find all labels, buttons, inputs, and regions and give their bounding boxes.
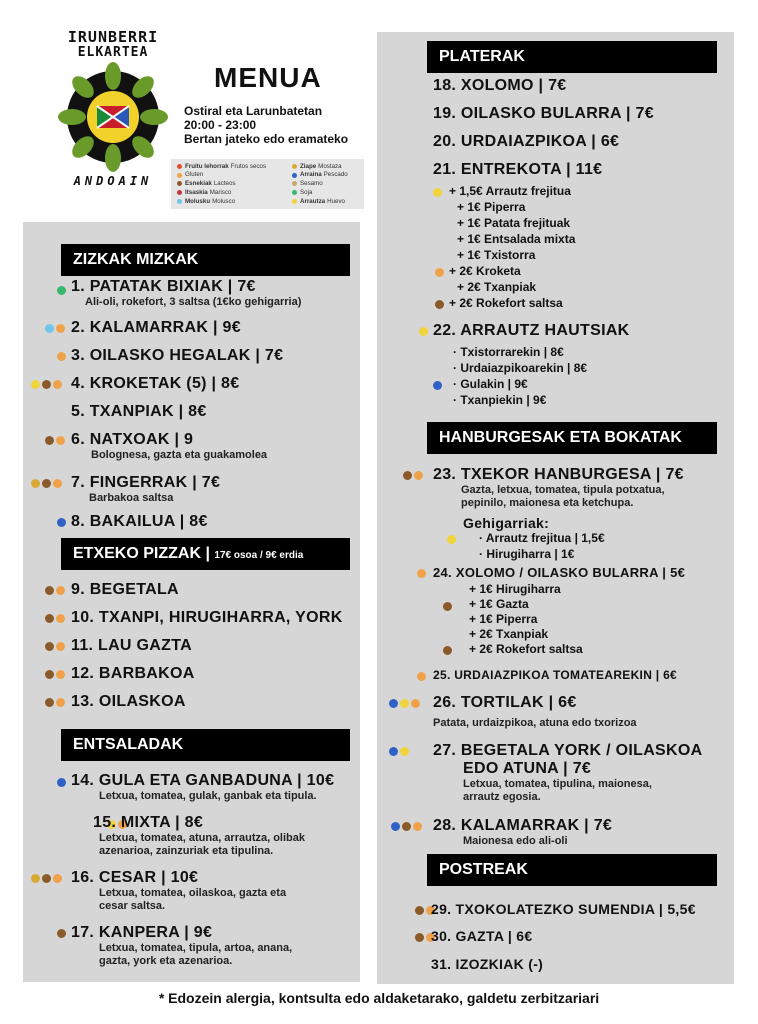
allergen-icons xyxy=(447,535,456,544)
menu-item: 16. CESAR | 10€ Letxua, tomatea, oilaskoa, gazta eta cesar saltsa. xyxy=(71,869,287,912)
allergen-icons xyxy=(435,268,444,277)
section-header-platerak: PLATERAK xyxy=(427,41,717,73)
extra-item: + 2€ Txanpiak xyxy=(457,280,537,294)
egg-icon xyxy=(31,380,40,389)
extra-item: + 1€ Entsalada mixta xyxy=(457,232,576,246)
fish-icon xyxy=(57,778,66,787)
menu-item: 14. GULA ETA GANBADUNA | 10€ Letxua, tomatea, gulak, ganbak eta tipula. xyxy=(71,772,335,802)
mollusc-icon xyxy=(45,324,54,333)
right-menu-panel xyxy=(377,32,734,984)
mustard-icon xyxy=(31,479,40,488)
extra-item: + 1€ Piperra xyxy=(469,612,538,626)
mollusc-icon xyxy=(177,199,182,204)
allergen-icons xyxy=(443,602,452,611)
allergen-icons xyxy=(419,327,428,336)
left-menu-panel xyxy=(23,222,360,982)
section-header-postreak: POSTREAK xyxy=(427,854,717,886)
extras-label: Gehigarriak: xyxy=(463,515,550,531)
allergen-icons xyxy=(389,747,409,756)
allergen-icons xyxy=(57,352,66,361)
menu-item: 3. OILASKO HEGALAK | 7€ xyxy=(71,347,284,364)
dairy-icon xyxy=(443,602,452,611)
allergen-icons xyxy=(389,699,420,708)
menu-item: 21. ENTREKOTA | 11€ xyxy=(433,161,603,178)
menu-item: 1. PATATAK BIXIAK | 7€ Ali-oli, rokefort, 3 saltsa (1€ko gehigarria) xyxy=(71,278,302,308)
allergen-icons xyxy=(433,381,442,390)
fish-icon xyxy=(57,518,66,527)
egg-icon xyxy=(433,188,442,197)
menu-item: 6. NATXOAK | 9 Bolognesa, gazta eta guakamolea xyxy=(71,431,268,461)
dairy-icon xyxy=(45,670,54,679)
mustard-icon xyxy=(292,164,297,169)
legend-entry: Sesamo xyxy=(292,180,367,189)
gluten-icon xyxy=(53,380,62,389)
allergen-icons xyxy=(31,479,62,488)
menu-item: 15. MIXTA | 8€ Letxua, tomatea, atuna, arrautza, olibak azenarioa, zainzuriak eta tipulina. xyxy=(93,814,306,857)
menu-item: 28. KALAMARRAK | 7€ Maionesa edo ali-oli xyxy=(433,817,613,847)
section-header-zizkak: ZIZKAK MIZKAK xyxy=(61,244,350,276)
dairy-icon xyxy=(57,929,66,938)
menu-item: 17. KANPERA | 9€ Letxua, tomatea, tipula, artoa, anana, gazta, york eta azenarioa. xyxy=(71,924,293,967)
menu-item: 9. BEGETALA xyxy=(71,581,179,598)
allergen-icons xyxy=(391,822,422,831)
logo-line2: ELKARTEA xyxy=(77,45,149,60)
dairy-icon xyxy=(42,874,51,883)
dairy-icon xyxy=(415,933,424,942)
shellfish-icon xyxy=(177,190,182,195)
allergen-icons xyxy=(45,586,65,595)
option-item: · Txistorrarekin | 8€ xyxy=(453,345,564,359)
extra-item: + 1€ Txistorra xyxy=(457,248,536,262)
menu-item: 30. GAZTA | 6€ xyxy=(431,928,533,944)
extra-item: + 2€ Rokefort saltsa xyxy=(449,296,563,310)
menu-item: 24. XOLOMO / OILASKO BULARRA | 5€ xyxy=(433,565,686,580)
legend-entry: Molusku Molusco xyxy=(177,197,292,206)
allergen-icons xyxy=(45,670,65,679)
allergen-icons xyxy=(57,778,66,787)
egg-icon xyxy=(400,699,409,708)
dairy-icon xyxy=(45,436,54,445)
menu-item: 22. ARRAUTZ HAUTSIAK xyxy=(433,322,630,339)
allergen-icons xyxy=(57,929,66,938)
menu-item: 23. TXEKOR HANBURGESA | 7€ Gazta, letxua, tomatea, tipula potxatua, pepinilo, maionesa eta ketchupa. xyxy=(433,466,684,509)
gluten-icon xyxy=(56,642,65,651)
fish-icon xyxy=(391,822,400,831)
allergen-icons xyxy=(435,300,444,309)
extra-item: + 2€ Txanpiak xyxy=(469,627,549,641)
allergen-icons xyxy=(57,286,66,295)
gluten-icon xyxy=(413,822,422,831)
extra-item: · Arrautz frejitua | 1,5€ xyxy=(479,531,605,545)
allergen-icons xyxy=(45,324,65,333)
gluten-icon xyxy=(414,471,423,480)
extra-item: + 2€ Rokefort saltsa xyxy=(469,642,583,656)
soy-icon xyxy=(57,286,66,295)
allergen-icons xyxy=(417,569,426,578)
gluten-icon xyxy=(53,479,62,488)
option-item: · Gulakin | 9€ xyxy=(453,377,528,391)
logo xyxy=(52,28,174,190)
allergen-icons xyxy=(433,188,442,197)
gluten-icon xyxy=(417,672,426,681)
menu-item: 13. OILASKOA xyxy=(71,693,186,710)
option-item: · Txanpiekin | 9€ xyxy=(453,393,547,407)
legend-entry: Fruitu lehorrak Frutos secos xyxy=(177,162,292,171)
menu-item: 19. OILASKO BULARRA | 7€ xyxy=(433,105,654,122)
extra-item: · Hirugiharra | 1€ xyxy=(479,547,575,561)
gluten-icon xyxy=(56,586,65,595)
egg-icon xyxy=(292,199,297,204)
fish-icon xyxy=(292,173,297,178)
dairy-icon xyxy=(443,646,452,655)
allergen-icons xyxy=(45,436,65,445)
menu-item: 5. TXANPIAK | 8€ xyxy=(71,403,207,420)
egg-icon xyxy=(400,747,409,756)
dairy-icon xyxy=(435,300,444,309)
fish-icon xyxy=(433,381,442,390)
dairy-icon xyxy=(45,586,54,595)
opening-days: Ostiral eta Larunbatetan xyxy=(184,104,323,118)
gluten-icon xyxy=(57,352,66,361)
dairy-icon xyxy=(415,906,424,915)
legend-entry: Ziape Mostaza xyxy=(292,162,367,171)
legend-entry: Arraina Pescado xyxy=(292,171,367,180)
egg-icon xyxy=(447,535,456,544)
menu-item: 12. BARBAKOA xyxy=(71,665,195,682)
opening-hours: 20:00 - 23:00 xyxy=(184,118,257,132)
extra-item: + 2€ Kroketa xyxy=(449,264,521,278)
gluten-icon xyxy=(435,268,444,277)
dairy-icon xyxy=(42,479,51,488)
menu-item: 4. KROKETAK (5) | 8€ xyxy=(71,375,240,392)
option-item: · Urdaiazpikoarekin | 8€ xyxy=(453,361,588,375)
logo-line1: IRUNBERRI xyxy=(67,28,159,46)
menu-item: 11. LAU GAZTA xyxy=(71,637,192,654)
legend-entry: Soja xyxy=(292,188,367,197)
allergen-icons xyxy=(45,698,65,707)
gluten-icon xyxy=(177,173,182,178)
extra-item: + 1€ Patata frejituak xyxy=(457,216,571,230)
extra-item: + 1,5€ Arrautz frejitua xyxy=(449,184,571,198)
allergen-icons xyxy=(57,518,66,527)
dairy-icon xyxy=(45,614,54,623)
allergy-footnote: * Edozein alergia, kontsulta edo aldaketarako, galdetu zerbitzariari xyxy=(158,990,600,1006)
logo-line3: ANDOAIN xyxy=(73,174,153,188)
legend-entry: Gluten xyxy=(177,171,292,180)
sun-logo-icon xyxy=(56,62,170,172)
extra-item: + 1€ Piperra xyxy=(457,200,526,214)
fruit-nut-icon xyxy=(177,164,182,169)
opening-info xyxy=(184,104,348,146)
legend-entry: Esnekiak Lacteos xyxy=(177,180,292,189)
dairy-icon xyxy=(42,380,51,389)
menu-item: 7. FINGERRAK | 7€ Barbakoa saltsa xyxy=(71,474,221,504)
gluten-icon xyxy=(56,436,65,445)
allergen-icons xyxy=(31,874,62,883)
menu-item: 2. KALAMARRAK | 9€ xyxy=(71,319,241,336)
menu-item: 18. XOLOMO | 7€ xyxy=(433,77,567,94)
gluten-icon xyxy=(417,569,426,578)
allergen-icons xyxy=(417,672,426,681)
menu-item: 31. IZOZKIAK (-) xyxy=(431,956,544,972)
legend-entry: Itsaskia Marisco xyxy=(177,188,292,197)
allergen-icons xyxy=(443,646,452,655)
menu-item: 26. TORTILAK | 6€ Patata, urdaizpikoa, atuna edo txorizoa xyxy=(433,694,637,729)
extra-item: + 1€ Hirugiharra xyxy=(469,582,561,596)
allergen-icons xyxy=(45,614,65,623)
menu-item: 27. BEGETALA YORK / OILASKOA EDO ATUNA | 7€ Letxua, tomatea, tipulina, maionesa, arrautz egosia. xyxy=(433,742,703,803)
section-header-entsaladak: ENTSALADAK xyxy=(61,729,350,761)
fish-icon xyxy=(389,747,398,756)
mustard-icon xyxy=(31,874,40,883)
menu-item: 8. BAKAILUA | 8€ xyxy=(71,513,208,530)
dairy-icon xyxy=(403,471,412,480)
gluten-icon xyxy=(56,614,65,623)
section-header-pizzak: ETXEKO PIZZAK | 17€ osoa / 9€ erdia xyxy=(61,538,350,570)
gluten-icon xyxy=(56,670,65,679)
soy-icon xyxy=(292,190,297,195)
gluten-icon xyxy=(53,874,62,883)
dairy-icon xyxy=(402,822,411,831)
section-header-hanburgesak: HANBURGESAK ETA BOKATAK xyxy=(427,422,717,454)
allergen-icons xyxy=(403,471,423,480)
menu-item: 20. URDAIAZPIKOA | 6€ xyxy=(433,133,620,150)
allergen-legend xyxy=(171,159,364,209)
legend-entry: Arrautza Huevo xyxy=(292,197,367,206)
page-title: MENUA xyxy=(214,62,322,93)
dairy-icon xyxy=(45,642,54,651)
service-type: Bertan jateko edo eramateko xyxy=(184,132,349,146)
menu-item: 29. TXOKOLATEZKO SUMENDIA | 5,5€ xyxy=(431,901,696,917)
egg-icon xyxy=(419,327,428,336)
gluten-icon xyxy=(56,324,65,333)
dairy-icon xyxy=(45,698,54,707)
dairy-icon xyxy=(177,181,182,186)
fish-icon xyxy=(389,699,398,708)
sesame-icon xyxy=(292,181,297,186)
gluten-icon xyxy=(411,699,420,708)
extra-item: + 1€ Gazta xyxy=(469,597,529,611)
allergen-icons xyxy=(45,642,65,651)
menu-item: 25. URDAIAZPIKOA TOMATEAREKIN | 6€ xyxy=(433,668,678,682)
gluten-icon xyxy=(56,698,65,707)
menu-item: 10. TXANPI, HIRUGIHARRA, YORK xyxy=(71,609,343,626)
allergen-icons xyxy=(31,380,62,389)
